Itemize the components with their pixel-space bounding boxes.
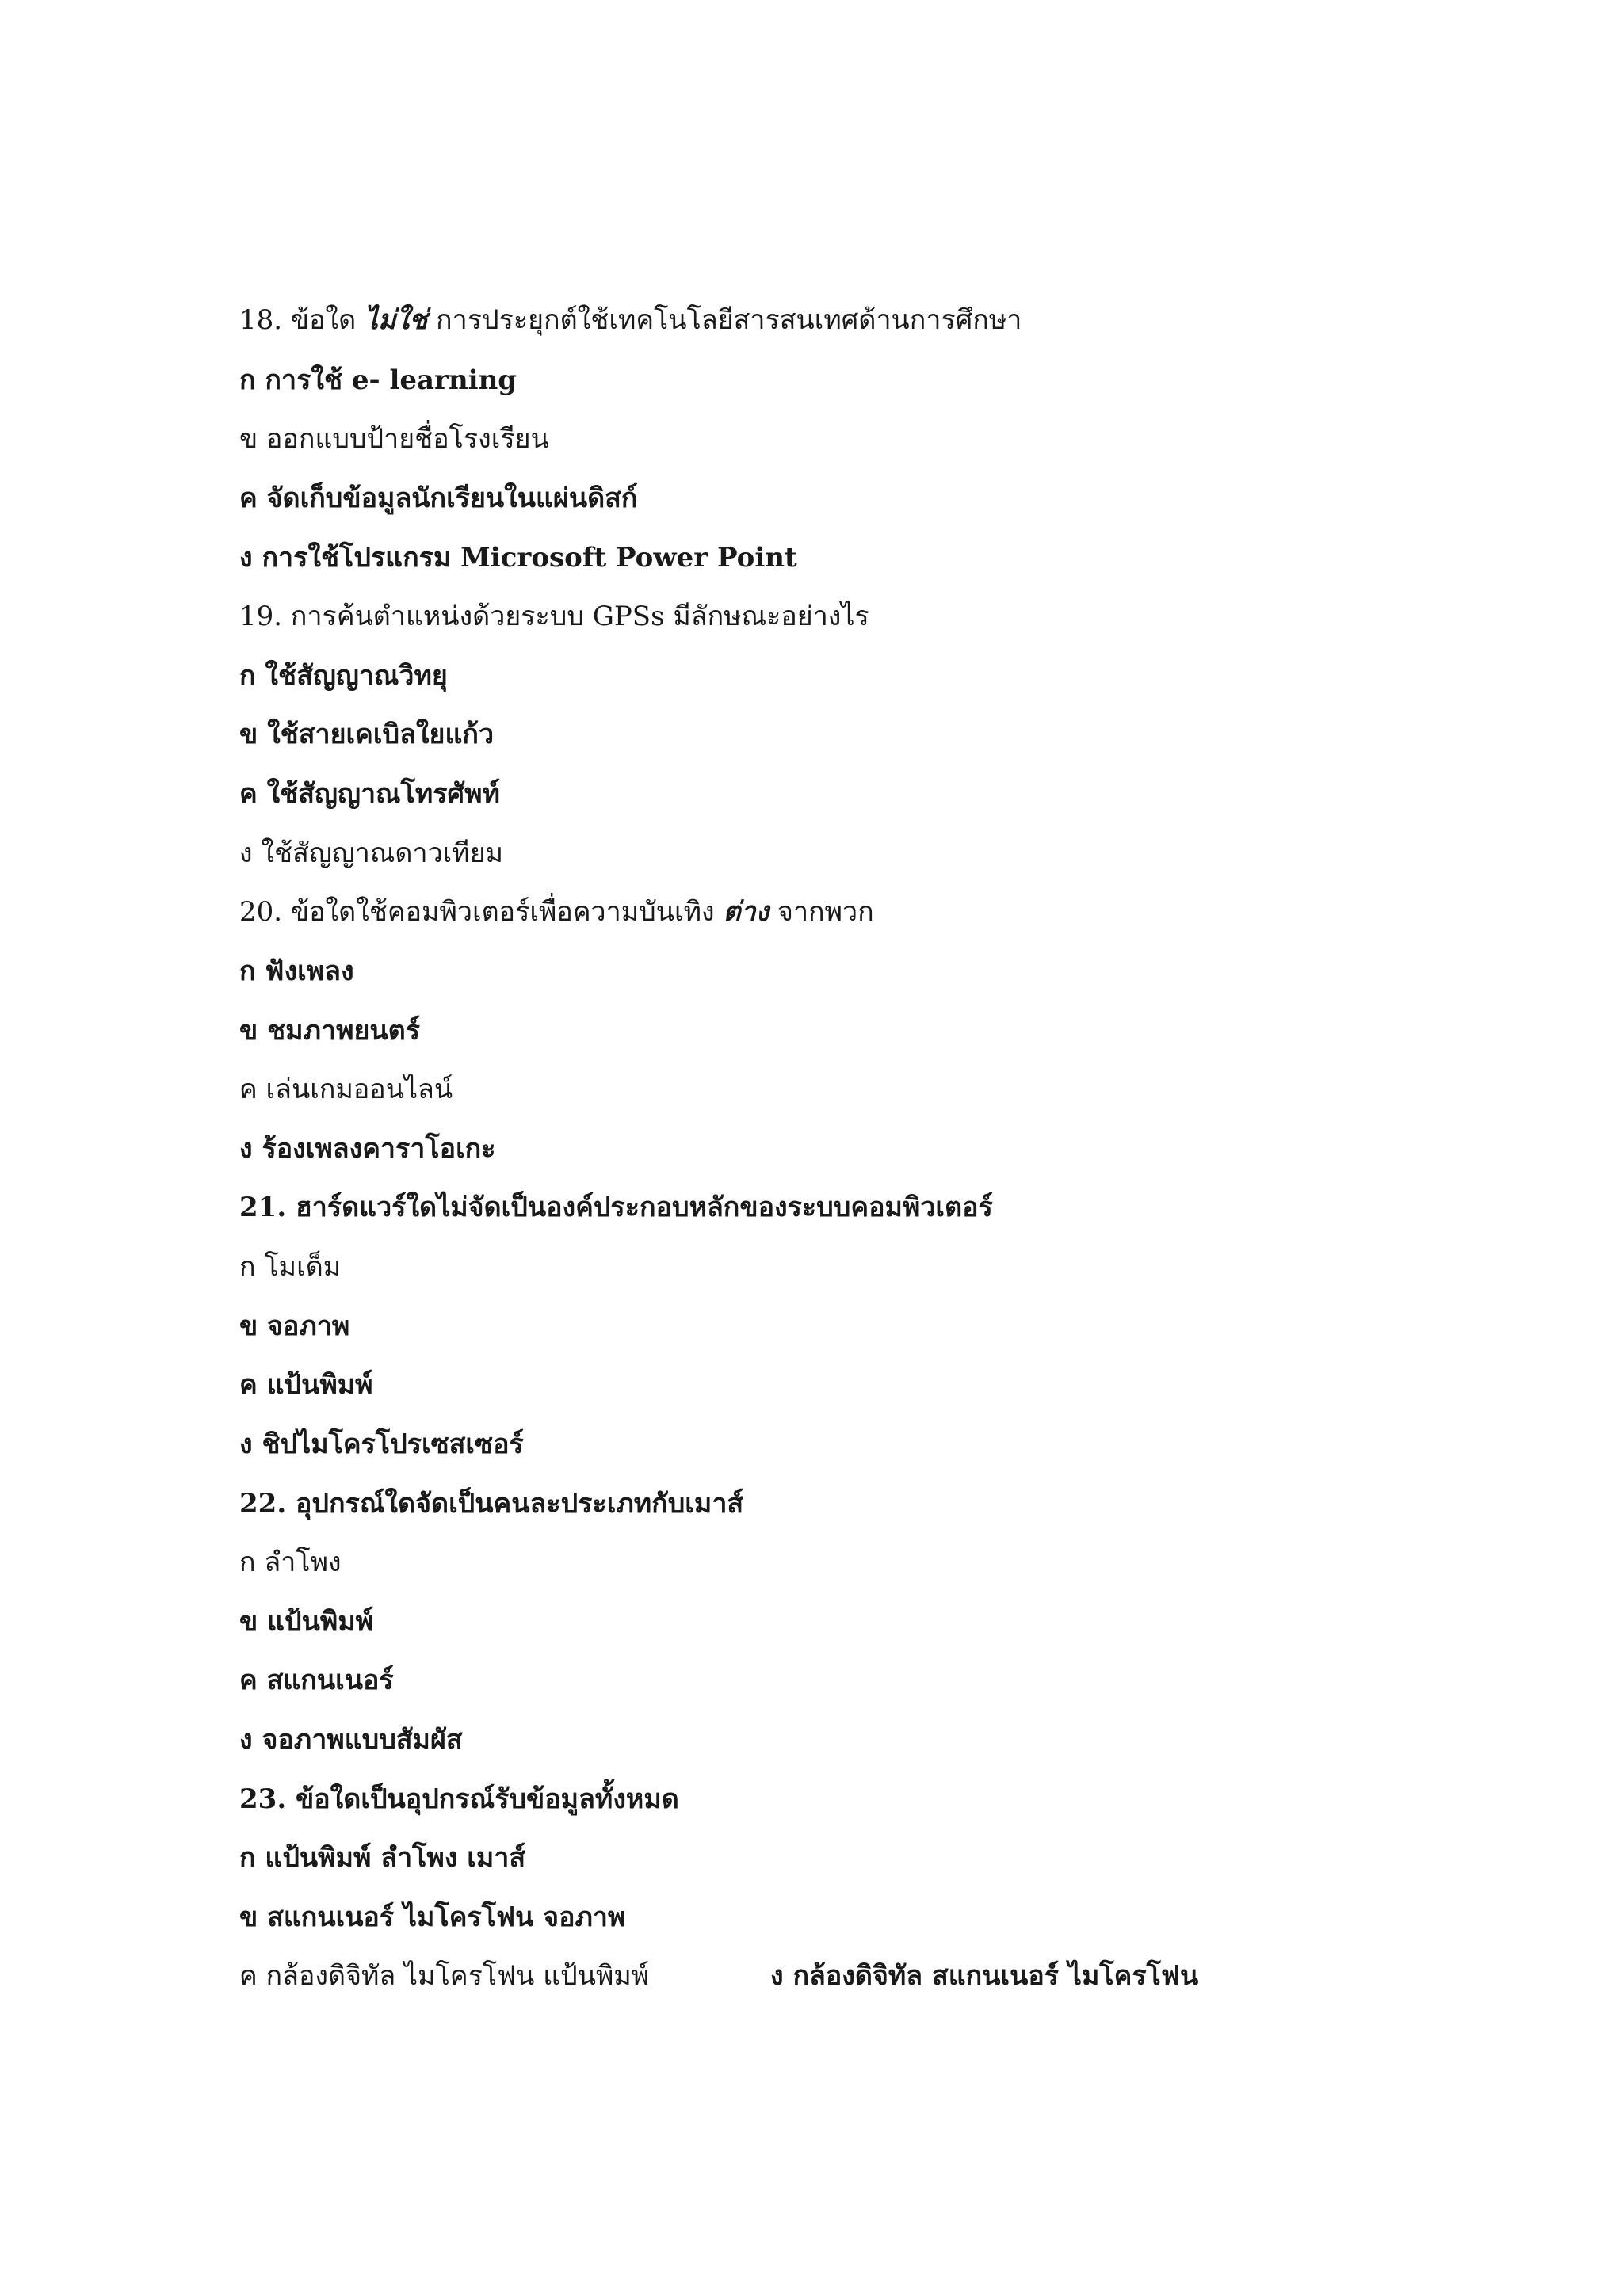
q20-choice-a: ก ฟังเพลง [239, 955, 354, 987]
q23-choice-d: ง กล้องดิจิทัล สแกนเนอร์ ไมโครโฟน [770, 1960, 1199, 1992]
q23-choice-b: ข สแกนเนอร์ ไมโครโฟน จอภาพ [239, 1901, 626, 1933]
q19-choice-a: ก ใช้สัญญาณวิทยุ [239, 660, 448, 692]
q19-choice-b: ข ใช้สายเคเบิลใยแก้ว [239, 719, 495, 750]
question-20 [239, 894, 874, 929]
q18-choice-d: ง การใช้โปรแกรม Microsoft Power Point [239, 542, 797, 574]
question-18-emphasis: ไม่ใช่ [365, 304, 428, 336]
question-21: 21. ฮาร์ดแวร์ใดไม่จัดเป็นองค์ประกอบหลักของระบบคอมพิวเตอร์ [239, 1192, 993, 1223]
q23-choice-c: ค กล้องดิจิทัล ไมโครโฟน แป้นพิมพ์ [239, 1960, 650, 1992]
q20-choice-c: ค เล่นเกมออนไลน์ [239, 1074, 453, 1105]
q23-choice-row [239, 1958, 1587, 1993]
q21-choice-b: ข จอภาพ [239, 1310, 350, 1342]
q21-choice-a: ก โมเด็ม [239, 1251, 342, 1283]
q18-choice-a: ก การใช้ e- learning [239, 364, 517, 396]
question-20-emphasis: ต่าง [723, 896, 769, 928]
q21-choice-d: ง ชิปไมโครโปรเซสเซอร์ [239, 1428, 524, 1460]
question-22: 22. อุปกรณ์ใดจัดเป็นคนละประเภทกับเมาส์ [239, 1488, 744, 1520]
question-18-prefix: 18. ข้อใด [239, 304, 365, 336]
q22-choice-b: ข แป้นพิมพ์ [239, 1606, 374, 1638]
q22-choice-a: ก ลำโพง [239, 1547, 342, 1578]
question-20-prefix: 20. ข้อใดใช้คอมพิวเตอร์เพื่อความบันเทิง [239, 896, 724, 928]
question-19: 19. การค้นตำแหน่งด้วยระบบ GPSs มีลักษณะอย่างไร [239, 601, 869, 632]
q20-choice-d: ง ร้องเพลงคาราโอเกะ [239, 1133, 496, 1165]
q22-choice-c: ค สแกนเนอร์ [239, 1665, 394, 1696]
q22-choice-d: ง จอภาพแบบสัมผัส [239, 1724, 463, 1756]
q23-choice-a: ก แป้นพิมพ์ ลำโพง เมาส์ [239, 1842, 526, 1874]
question-18 [239, 303, 1022, 338]
q20-choice-b: ข ชมภาพยนตร์ [239, 1015, 420, 1047]
question-20-suffix: จากพวก [769, 896, 874, 928]
question-18-suffix: การประยุกต์ใช้เทคโนโลยีสารสนเทศด้านการศึกษา [427, 304, 1022, 336]
q19-choice-c: ค ใช้สัญญาณโทรศัพท์ [239, 778, 500, 810]
question-23: 23. ข้อใดเป็นอุปกรณ์รับข้อมูลทั้งหมด [239, 1783, 679, 1815]
q18-choice-c: ค จัดเก็บข้อมูลนักเรียนในแผ่นดิสก์ [239, 482, 638, 514]
q19-choice-d: ง ใช้สัญญาณดาวเทียม [239, 837, 504, 869]
q18-choice-b: ข ออกแบบป้ายชื่อโรงเรียน [239, 423, 549, 455]
q21-choice-c: ค แป้นพิมพ์ [239, 1369, 373, 1401]
